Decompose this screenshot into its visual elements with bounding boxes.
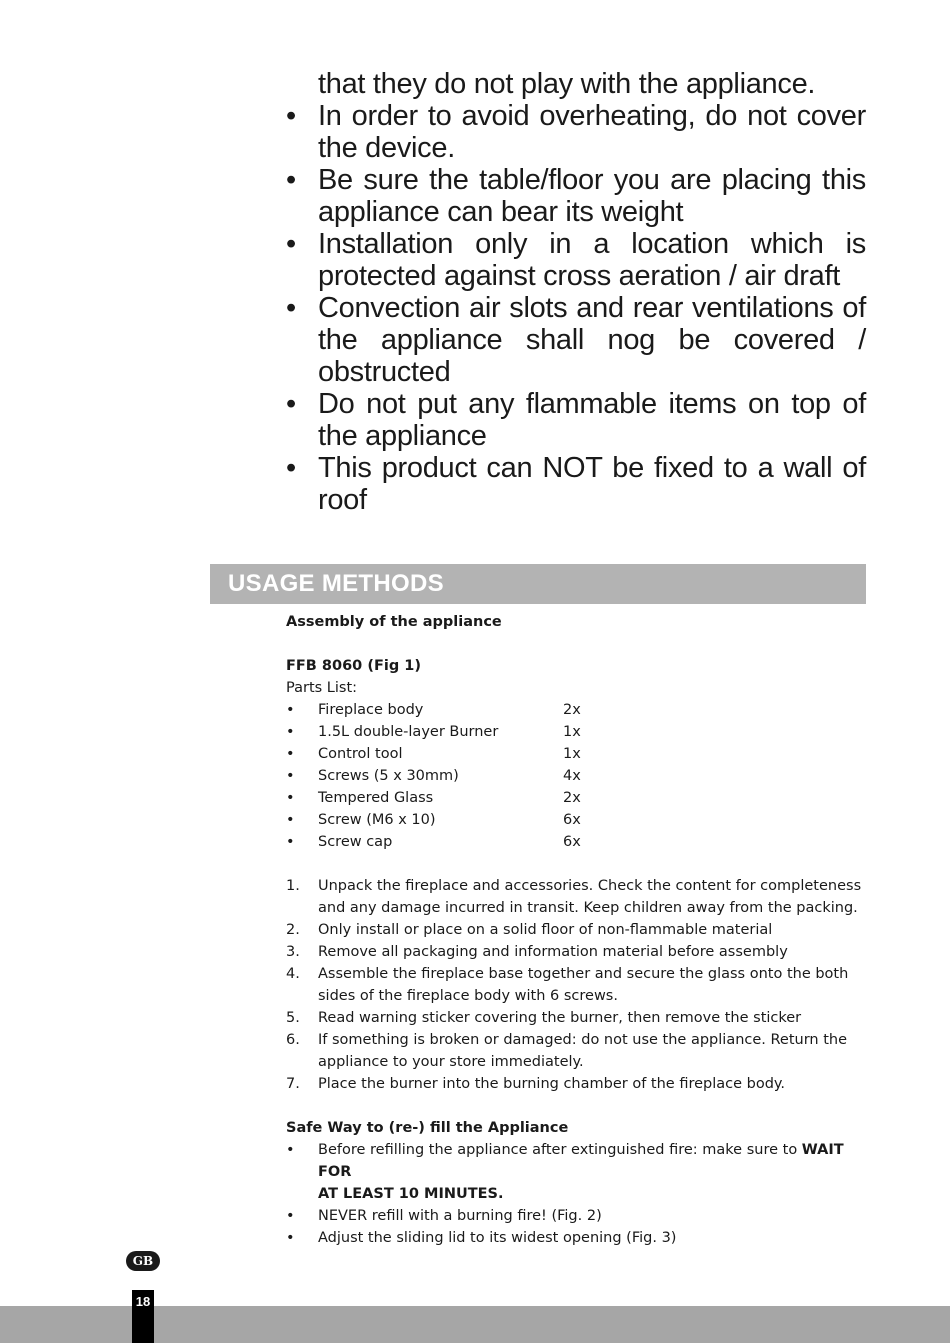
part-name: Screw cap — [318, 834, 393, 850]
part-name: Fireplace body — [318, 702, 424, 718]
language-badge: GB — [126, 1251, 160, 1271]
assembly-step — [286, 1029, 866, 1073]
refill-emphasis: AT LEAST 10 MINUTES. — [318, 1186, 504, 1202]
step-line: Assemble the fireplace base together and secure the glass onto the both — [318, 966, 849, 982]
assembly-step — [286, 941, 866, 963]
step-line: If something is broken or damaged: do not use the appliance. Return the — [318, 1032, 848, 1048]
warning-text: Be sure the table/floor you are placing this appliance can bear its weight — [318, 164, 866, 228]
bullet: • — [286, 702, 295, 718]
refill-item — [286, 1205, 866, 1227]
step-line: appliance to your store immediately. — [318, 1054, 584, 1070]
refill-heading: Safe Way to (re-) fill the Appliance — [286, 1120, 569, 1136]
parts-list-item — [286, 699, 866, 721]
warning-item — [286, 292, 866, 388]
assembly-heading: Assembly of the appliance — [286, 614, 502, 630]
warning-text: Installation only in a location which is protected against cross aeration / air draft — [318, 228, 866, 292]
warning-text: In order to avoid overheating, do not cover the device. — [318, 100, 866, 164]
refill-item — [286, 1139, 866, 1205]
part-quantity: 4x — [563, 768, 581, 784]
warning-item — [286, 228, 866, 292]
bullet: • — [286, 768, 295, 784]
refill-item — [286, 1227, 866, 1249]
warning-item — [286, 100, 866, 164]
assembly-step — [286, 963, 866, 1007]
warning-item — [286, 164, 866, 228]
refill-text: NEVER refill with a burning fire! (Fig. 2) — [318, 1208, 602, 1224]
part-name: 1.5L double-layer Burner — [318, 724, 499, 740]
safety-warnings — [286, 68, 866, 516]
bullet: • — [286, 746, 295, 762]
parts-list-item — [286, 787, 866, 809]
part-name: Screw (M6 x 10) — [318, 812, 436, 828]
step-number: 4. — [286, 966, 300, 982]
bullet: • — [286, 812, 295, 828]
step-number: 6. — [286, 1032, 300, 1048]
step-line: sides of the fireplace body with 6 screws. — [318, 988, 618, 1004]
bullet: • — [286, 452, 296, 484]
step-line: Place the burner into the burning chamber of the fireplace body. — [318, 1076, 786, 1092]
part-quantity: 1x — [563, 746, 581, 762]
part-quantity: 6x — [563, 834, 581, 850]
parts-list-item — [286, 721, 866, 743]
parts-list-item — [286, 765, 866, 787]
parts-list-item — [286, 809, 866, 831]
bullet: • — [286, 724, 295, 740]
section-header-bar — [210, 564, 866, 604]
bullet: • — [286, 292, 296, 324]
part-name: Screws (5 x 30mm) — [318, 768, 459, 784]
step-line: Read warning sticker covering the burner, then remove the sticker — [318, 1010, 802, 1026]
bullet: • — [286, 388, 296, 420]
section-title: USAGE METHODS — [228, 570, 444, 597]
page-number: 18 — [132, 1290, 154, 1343]
bullet: • — [286, 834, 295, 850]
bullet: • — [286, 1230, 295, 1246]
assembly-step — [286, 1007, 866, 1029]
part-name: Control tool — [318, 746, 403, 762]
warning-item — [286, 388, 866, 452]
assembly-step — [286, 919, 866, 941]
part-name: Tempered Glass — [318, 790, 434, 806]
warning-text: Convection air slots and rear ventilations of the appliance shall nog be covered / obstructed — [318, 292, 866, 388]
part-quantity: 6x — [563, 812, 581, 828]
parts-list-item — [286, 831, 866, 853]
model-heading: FFB 8060 (Fig 1) — [286, 658, 421, 674]
step-number: 1. — [286, 878, 300, 894]
warning-text: Do not put any flammable items on top of the appliance — [318, 388, 866, 452]
bullet: • — [286, 228, 296, 260]
step-line: Unpack the fireplace and accessories. Check the content for completeness — [318, 878, 862, 894]
warning-text: This product can NOT be fixed to a wall of roof — [318, 452, 866, 516]
assembly-step — [286, 875, 866, 919]
bullet: • — [286, 1208, 295, 1224]
bullet: • — [286, 164, 296, 196]
step-line: and any damage incurred in transit. Keep children away from the packing. — [318, 900, 858, 916]
step-number: 5. — [286, 1010, 300, 1026]
part-quantity: 1x — [563, 724, 581, 740]
refill-emphasis: WAIT FOR — [318, 1142, 844, 1180]
parts-list-item — [286, 743, 866, 765]
step-line: Remove all packaging and information material before assembly — [318, 944, 788, 960]
bullet: • — [286, 1142, 295, 1158]
part-quantity: 2x — [563, 790, 581, 806]
parts-list-label: Parts List: — [286, 680, 358, 696]
step-line: Only install or place on a solid floor of non-flammable material — [318, 922, 773, 938]
warning-item — [286, 452, 866, 516]
part-quantity: 2x — [563, 702, 581, 718]
step-number: 7. — [286, 1076, 300, 1092]
step-number: 2. — [286, 922, 300, 938]
usage-content — [286, 611, 866, 1249]
warning-continuation: that they do not play with the appliance. — [318, 68, 816, 100]
assembly-step — [286, 1073, 866, 1095]
bullet: • — [286, 100, 296, 132]
step-number: 3. — [286, 944, 300, 960]
refill-text: Adjust the sliding lid to its widest opening (Fig. 3) — [318, 1230, 677, 1246]
refill-text: Before refilling the appliance after extinguished fire: make sure to — [318, 1142, 802, 1158]
bullet: • — [286, 790, 295, 806]
